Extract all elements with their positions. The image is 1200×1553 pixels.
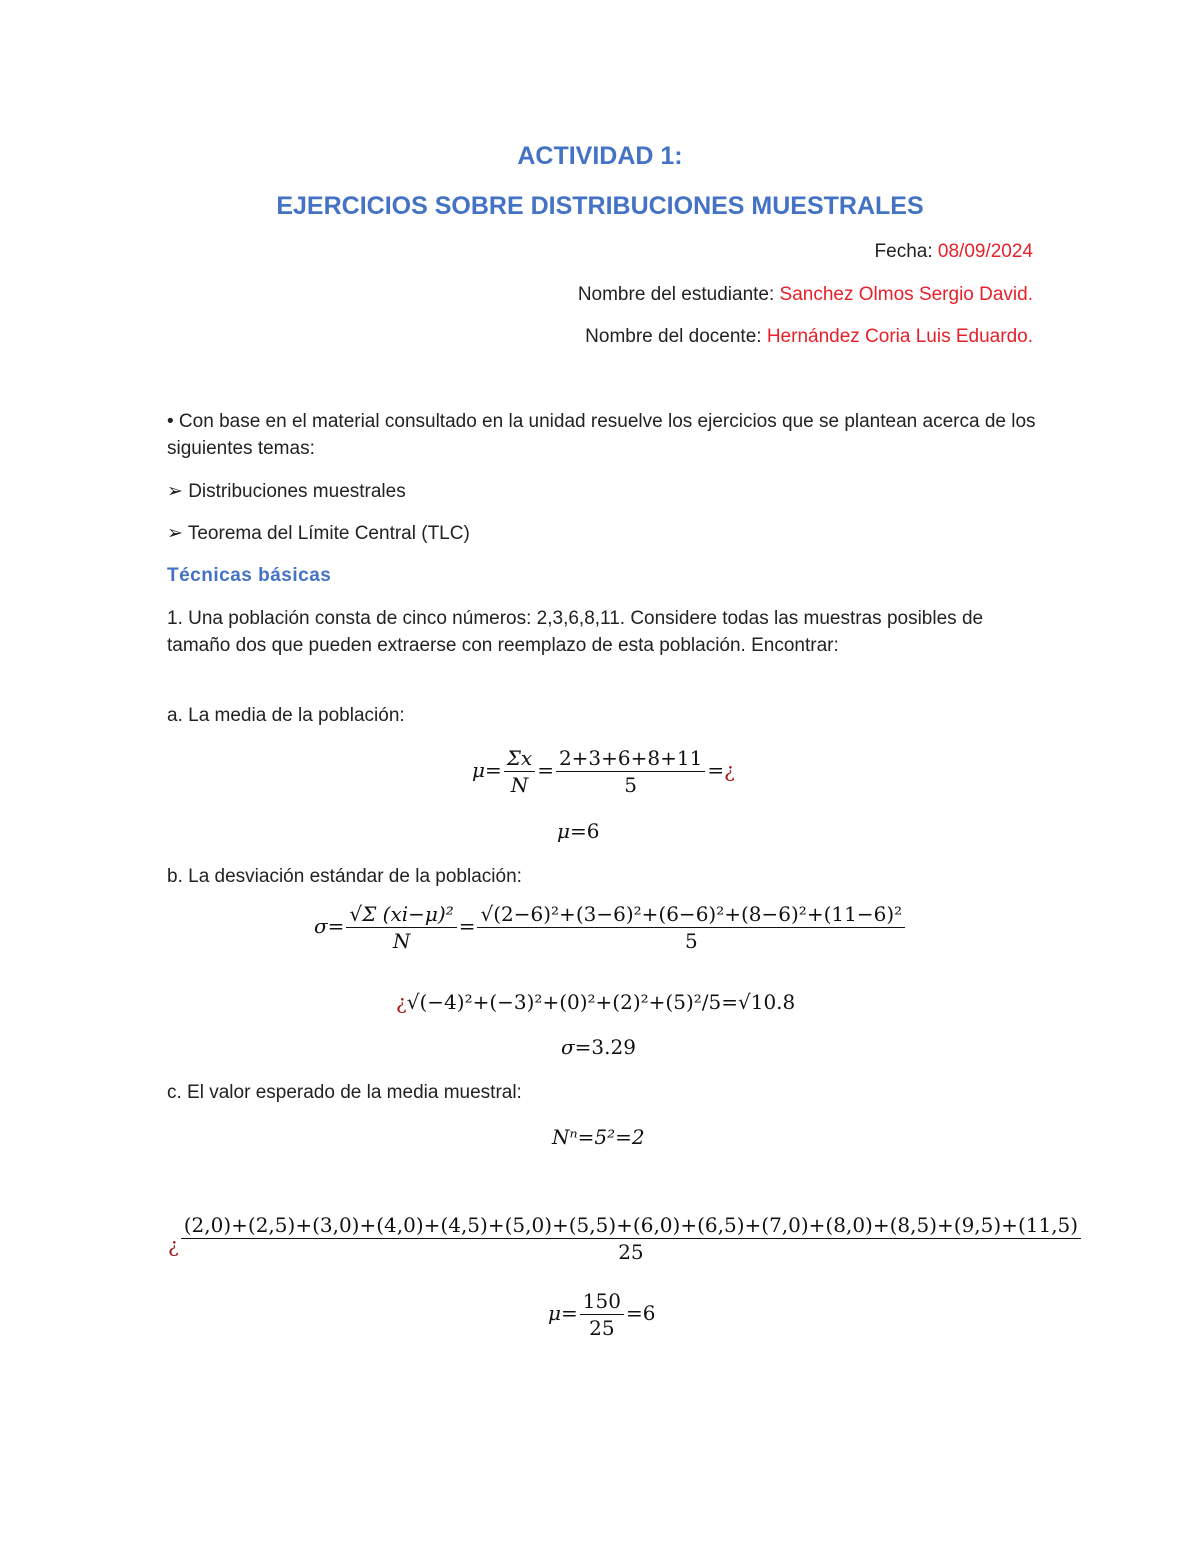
fraction: $\frac{\text{√Σ (xi−μ)²}}{N}$ (346, 902, 456, 953)
part-c-label: c. El valor esperado de la media muestral: (167, 1082, 522, 1103)
student-value: Sanchez Olmos Sergio David. (779, 284, 1033, 305)
equation-sample-sum (168, 1213, 1083, 1264)
equation-sample-count: Nⁿ=5²=2 (552, 1125, 645, 1149)
fraction: $\frac{\Sigma x}{N}$ (504, 746, 535, 797)
meta-date (875, 241, 1033, 263)
date-value: 08/09/2024 (937, 241, 1033, 262)
equation-std-expansion: ¿√(−4)²+(−3)²+(0)²+(2)²+(5)²/5=√10.8 (396, 990, 796, 1014)
student-label: Nombre del estudiante: (577, 284, 780, 305)
topic-item: ➢ Distribuciones muestrales (167, 481, 406, 502)
qmark-glyph: ¿ (724, 758, 735, 782)
qmark-glyph: ¿ (396, 990, 407, 1014)
teacher-value: Hernández Coria Luis Eduardo. (766, 326, 1033, 347)
teacher-label: Nombre del docente: (585, 326, 767, 347)
equation-mean-formula: μ= $\frac{\Sigma x}{N}$ = $\frac{2+3+6+8+11}{5}$ =¿ (472, 746, 735, 797)
fraction: $\frac{2+3+6+8+11}{5}$ (556, 746, 705, 797)
part-a-label: a. La media de la población: (167, 705, 405, 726)
part-b-label: b. La desviación estándar de la población: (167, 866, 522, 887)
equation-std-result: σ=3.29 (561, 1035, 636, 1059)
fraction: (2,0)+(2,5)+(3,0)+(4,0)+(4,5)+(5,0)+(5,5)+(6,0)+(6,5)+(7,0)+(8,0)+(8,5)+(9,5)+(11,5) 25 (181, 1213, 1081, 1264)
meta-teacher (585, 326, 1033, 348)
date-label: Fecha: (874, 241, 938, 262)
title-subject: EJERCICIOS SOBRE DISTRIBUCIONES MUESTRALES (276, 192, 924, 220)
mu-symbol: μ (472, 758, 485, 782)
equation-std-formula: σ= $\frac{\text{√Σ (xi−μ)²}}{N}$ = $\frac{\text{√(2−6)²+(3−6)²+(6−6)²+(8−6)²+(11−6)²}}{5}$ (314, 902, 907, 953)
problem-statement: 1. Una población consta de cinco números: 2,3,6,8,11. Considere todas las muestras posibles de tamaño dos que pueden extraerse con reemplazo de esta población. Encontrar: (167, 608, 984, 656)
qmark-glyph: ¿ (168, 1233, 179, 1257)
section-heading: Técnicas básicas (167, 565, 332, 586)
equation-mean-result: μ=6 (557, 819, 600, 843)
fraction: $\frac{150}{25}$ (580, 1289, 624, 1340)
meta-student (578, 284, 1033, 306)
intro-text: • Con base en el material consultado en la unidad resuelve los ejercicios que se plantean acerca de los siguientes temas: (167, 411, 1036, 459)
topic-item: ➢ Teorema del Límite Central (TLC) (167, 523, 470, 544)
equation-sample-mean: μ= $\frac{150}{25}$ =6 (548, 1289, 656, 1340)
title-activity: ACTIVIDAD 1: (517, 142, 683, 170)
fraction: $\frac{\text{√(2−6)²+(3−6)²+(6−6)²+(8−6)²+(11−6)²}}{5}$ (477, 902, 905, 953)
